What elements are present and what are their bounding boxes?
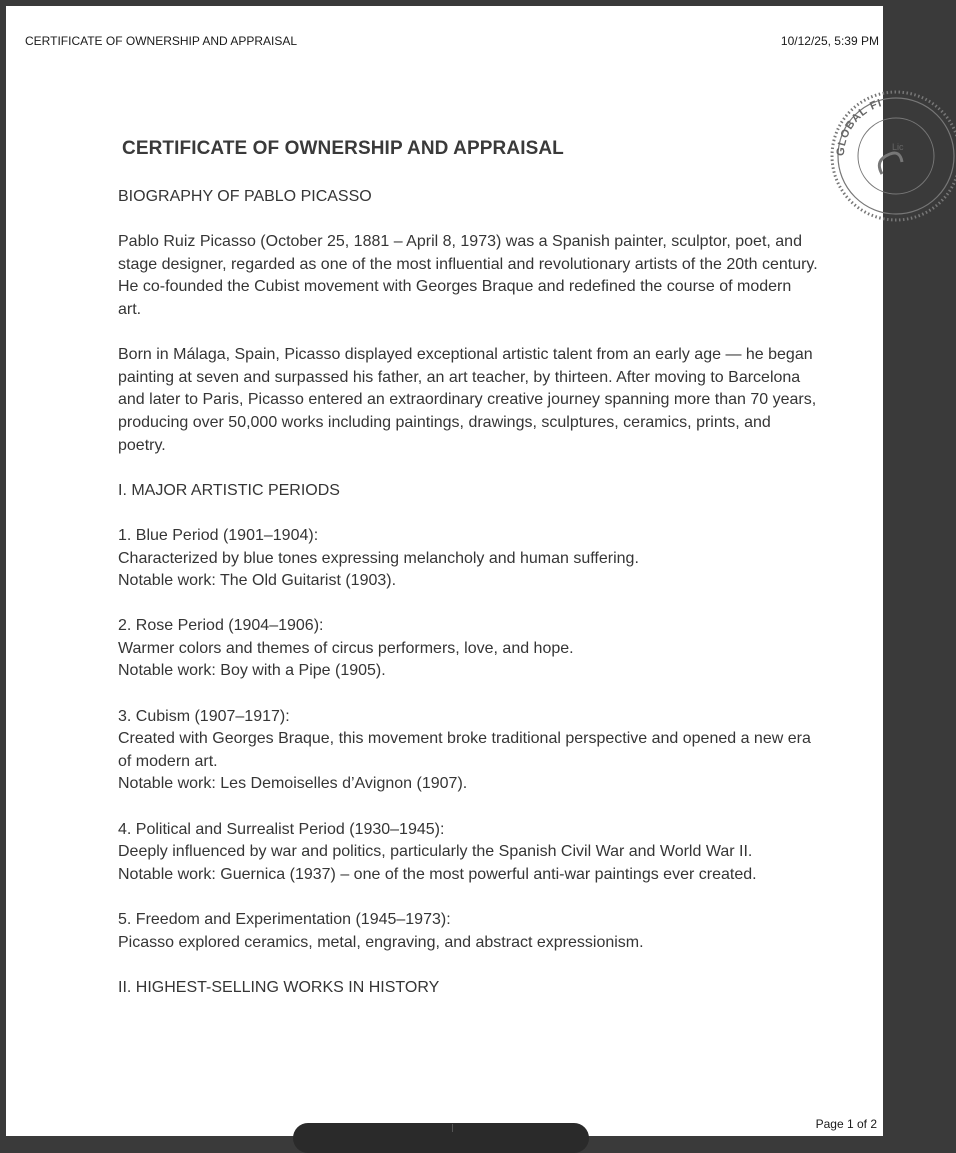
document-body [118, 186, 818, 1022]
period-political-surrealist [118, 819, 818, 887]
section-heading-periods: I. MAJOR ARTISTIC PERIODS [118, 481, 340, 499]
viewer-toolbar[interactable] [293, 1123, 589, 1153]
biography-subtitle: BIOGRAPHY OF PABLO PICASSO [118, 188, 372, 205]
seal-ring-text: GLOBAL FI [834, 97, 884, 157]
period-notable-work: Notable work: Guernica (1937) – one of the most powerful anti-war paintings ever created. [118, 865, 757, 883]
period-description: Warmer colors and themes of circus performers, love, and hope. [118, 639, 574, 657]
print-header-timestamp: 10/12/25, 5:39 PM [780, 34, 879, 48]
period-description: Created with Georges Braque, this movement broke traditional perspective and opened a new era of modern art. [118, 730, 811, 770]
period-rose [118, 615, 818, 683]
period-cubism [118, 706, 818, 796]
page-indicator: Page 1 of 2 [815, 1117, 877, 1131]
toolbar-divider [452, 1124, 453, 1132]
intro-paragraph-1: Pablo Ruiz Picasso (October 25, 1881 – April 8, 1973) was a Spanish painter, sculptor, poet, and stage designer, regarded as one of the most influential and revolutionary artists of the 20th century. He co-founded the Cubist movement with Georges Braque and redefined the course of modern art. [118, 233, 818, 318]
period-title: 5. Freedom and Experimentation (1945–1973): [118, 911, 451, 928]
official-seal-stamp [826, 78, 956, 234]
period-notable-work: Notable work: Les Demoiselles d’Avignon (1907). [118, 775, 468, 793]
period-title: 3. Cubism (1907–1917): [118, 707, 290, 725]
period-freedom-experimentation [118, 909, 818, 954]
document-page [6, 6, 904, 1136]
period-description: Picasso explored ceramics, metal, engraving, and abstract expressionism. [118, 933, 644, 951]
seal-inner-text: Lic [892, 142, 904, 152]
period-description: Deeply influenced by war and politics, particularly the Spanish Civil War and World War II. [118, 843, 753, 861]
period-description: Characterized by blue tones expressing melancholy and human suffering. [118, 549, 639, 567]
intro-paragraph-2: Born in Málaga, Spain, Picasso displayed exceptional artistic talent from an early age — he began painting at seven and surpassed his father, an art teacher, by thirteen. After moving to Barcelona and later to Paris, Picasso entered an extraordinary creative journey spanning more than 70 years, producing over 50,000 works including paintings, drawings, sculptures, ceramics, prints, and poetry. [118, 346, 817, 454]
period-title: 4. Political and Surrealist Period (1930–1945): [118, 820, 445, 838]
document-title: CERTIFICATE OF OWNERSHIP AND APPRAISAL [122, 138, 564, 159]
section-heading-highest-selling: II. HIGHEST-SELLING WORKS IN HISTORY [118, 978, 440, 996]
period-notable-work: Notable work: Boy with a Pipe (1905). [118, 662, 386, 680]
period-blue [118, 525, 818, 593]
period-notable-work: Notable work: The Old Guitarist (1903). [118, 572, 397, 590]
period-title: 2. Rose Period (1904–1906): [118, 617, 324, 635]
period-title: 1. Blue Period (1901–1904): [118, 526, 319, 544]
print-header-title: CERTIFICATE OF OWNERSHIP AND APPRAISAL [25, 34, 298, 48]
